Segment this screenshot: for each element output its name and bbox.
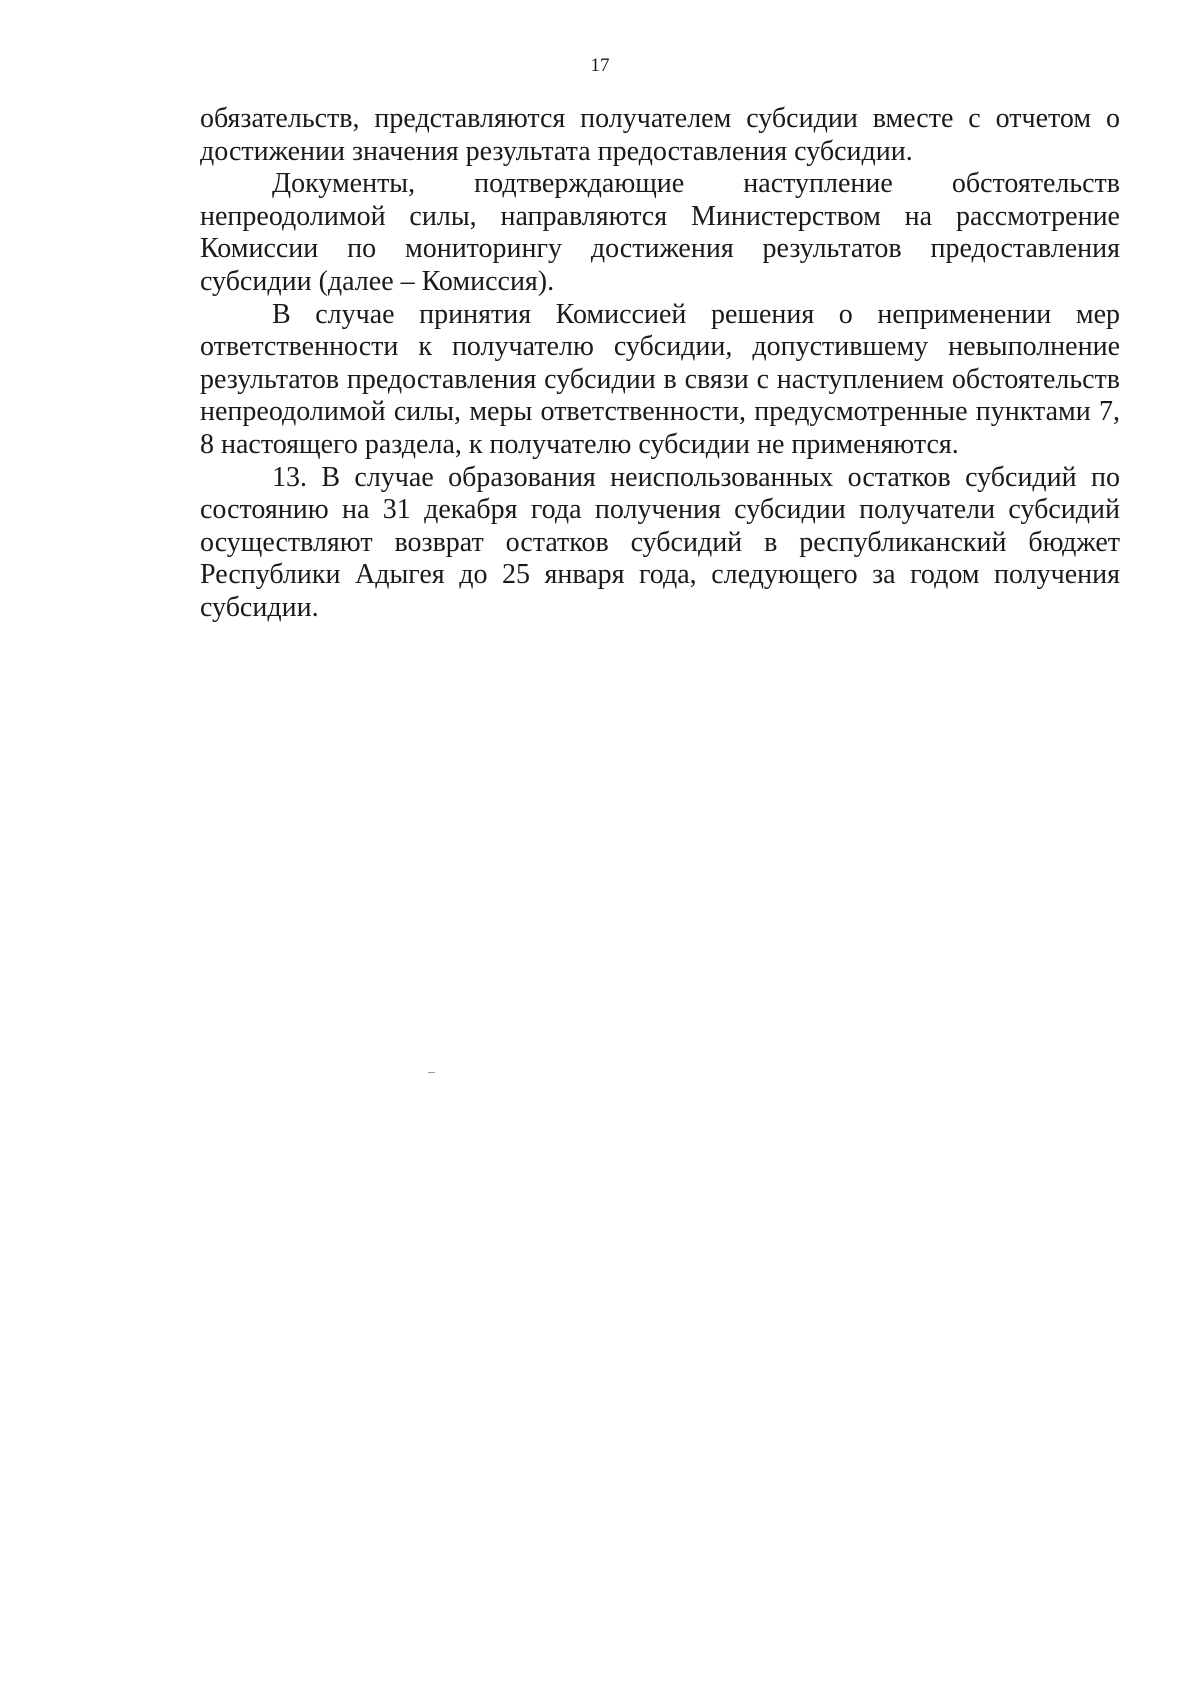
paragraph-commission-decision: В случае принятия Комиссией решения о неприменении мер ответственности к получателю субсидии, допустившему невыполнение результатов предоставления субсидии в связи с наступлением обстоятельств непреодолимой силы, меры ответственности, предусмотренные пунктами 7, 8 настоящего раздела, к получателю субсидии не применяются. bbox=[200, 298, 1120, 460]
paragraph-force-majeure-documents: Документы, подтверждающие наступление обстоятельств непреодолимой силы, направляются Министерством на рассмотрение Комиссии по мониторингу достижения результатов предоставления субсидии (далее – Комиссия). bbox=[200, 168, 1120, 297]
scan-speck bbox=[428, 1072, 435, 1073]
paragraph-obligations-continuation: обязательств, представляются получателем субсидии вместе с отчетом о достижении значения результата предоставления субсидии. bbox=[200, 103, 1120, 167]
page-number: 17 bbox=[590, 55, 610, 76]
paragraph-13-unused-balances: 13. В случае образования неиспользованных остатков субсидий по состоянию на 31 декабря года получения субсидии получатели субсидий осуществляют возврат остатков субсидий в республиканский бюджет Республики Адыгея до 25 января года, следующего за годом получения субсидии. bbox=[200, 461, 1120, 623]
document-body bbox=[200, 103, 1120, 625]
